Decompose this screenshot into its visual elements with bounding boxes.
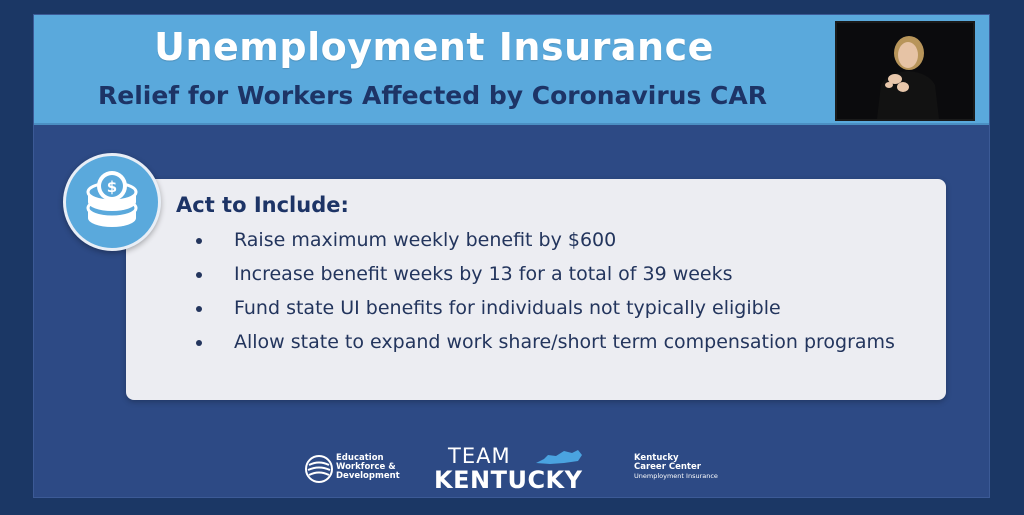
coins-dollar-icon xyxy=(63,153,161,251)
bullet-text: Increase benefit weeks by 13 for a total of 39 weeks xyxy=(234,263,733,285)
bullet-item xyxy=(186,331,906,354)
kentucky-state-icon xyxy=(534,447,584,467)
team-kentucky-top: TEAM xyxy=(448,444,511,468)
bullet-list xyxy=(186,229,906,365)
slide-subtitle: Relief for Workers Affected by Coronavirus CAR xyxy=(98,81,767,110)
kcc-line3: Unemployment Insurance xyxy=(634,472,718,480)
presentation-slide xyxy=(33,14,990,498)
team-kentucky-bottom: KENTUCKY xyxy=(434,466,583,494)
bullet-item xyxy=(186,229,906,252)
bullet-text: Fund state UI benefits for individuals not typically eligible xyxy=(234,297,781,319)
title-banner xyxy=(34,15,989,125)
ewd-line3: Development xyxy=(336,471,400,481)
bullet-dot-icon xyxy=(196,340,202,346)
kentucky-career-center-logo xyxy=(634,452,744,488)
interpreter-figure-icon xyxy=(837,23,973,119)
card-heading: Act to Include: xyxy=(176,193,349,217)
bullet-item xyxy=(186,297,906,320)
ewd-line2: Workforce & xyxy=(336,462,396,472)
bullet-dot-icon xyxy=(196,238,202,244)
ewd-line1: Education xyxy=(336,453,384,463)
bullet-dot-icon xyxy=(196,272,202,278)
bullet-item xyxy=(186,263,906,286)
logo-footer xyxy=(34,440,989,495)
bullet-text: Raise maximum weekly benefit by $600 xyxy=(234,229,617,251)
sign-language-interpreter-video xyxy=(835,21,975,121)
bullet-text: Allow state to expand work share/short term compensation programs xyxy=(234,331,895,353)
slide-title: Unemployment Insurance xyxy=(154,25,714,69)
kcc-line1: Kentucky xyxy=(634,453,679,463)
svg-text:$: $ xyxy=(106,178,118,196)
kcc-line2: Career Center xyxy=(634,462,701,472)
team-kentucky-logo xyxy=(434,444,604,492)
education-workforce-development-logo xyxy=(304,452,414,486)
bullet-dot-icon xyxy=(196,306,202,312)
content-card xyxy=(126,179,946,400)
ewd-swirl-icon xyxy=(304,454,334,484)
